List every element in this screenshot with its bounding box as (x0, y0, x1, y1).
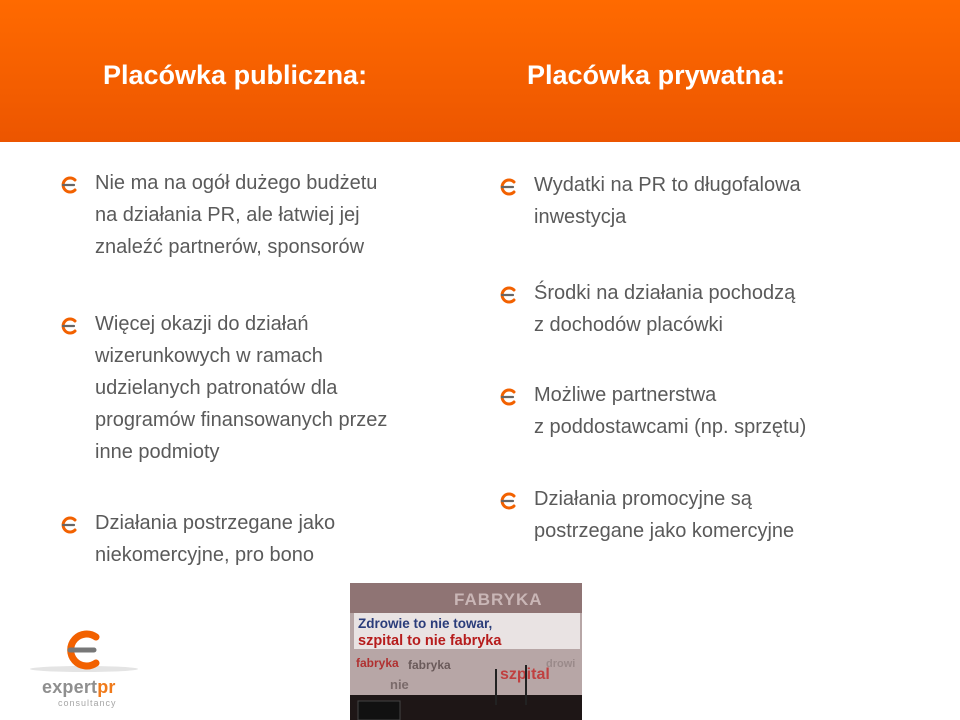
photo-bg-word: szpital (500, 666, 550, 683)
expertpr-logo (26, 625, 146, 720)
protest-photo (350, 583, 582, 720)
bullet-icon (58, 315, 80, 337)
photo-bg-word: nie (390, 677, 409, 692)
right-item-2: Środki na działania pochodzą z dochodów placówki (534, 282, 796, 336)
expertpr-logo-mark (26, 625, 146, 677)
bullet-icon (497, 386, 519, 408)
right-item-4: Działania promocyjne są postrzegane jako komercyjne (534, 488, 795, 542)
photo-top-word: FABRYKA (454, 590, 543, 609)
protest-photo-scene (350, 583, 582, 720)
photo-bg-word: fabryka (356, 656, 399, 670)
left-item-2: Więcej okazji do działań wizerunkowych w ramach udzielanych patronatów dla programów finansowanych przez inne podmioty (95, 313, 388, 463)
photo-bg-word: drowi (546, 658, 576, 670)
left-item-3: Działania postrzegane jako niekomercyjne, pro bono (95, 512, 336, 566)
bullet-icon (497, 284, 519, 306)
bullet-icon (497, 176, 519, 198)
photo-bg-word: fabryka (408, 658, 451, 672)
right-item-1: Wydatki na PR to długofalowa inwestycja (534, 174, 801, 228)
bullet-icon (497, 490, 519, 512)
header-banner (0, 0, 960, 142)
photo-banner-line2: szpital to nie fabryka (358, 633, 502, 649)
bullet-icon (58, 514, 80, 536)
right-item-3: Możliwe partnerstwa z poddostawcami (np. sprzętu) (534, 384, 807, 438)
logo-tagline: consultancy (58, 698, 117, 708)
logo-wordmark: expertpr (42, 677, 116, 697)
photo-banner-line1: Zdrowie to nie towar, (358, 616, 493, 631)
left-item-1: Nie ma na ogół dużego budżetu na działania PR, ale łatwiej jej znaleźć partnerów, sponsorów (95, 172, 378, 258)
bullet-icon (58, 174, 80, 196)
right-column-title: Placówka prywatna: (527, 60, 786, 90)
left-column-title: Placówka publiczna: (103, 60, 368, 90)
